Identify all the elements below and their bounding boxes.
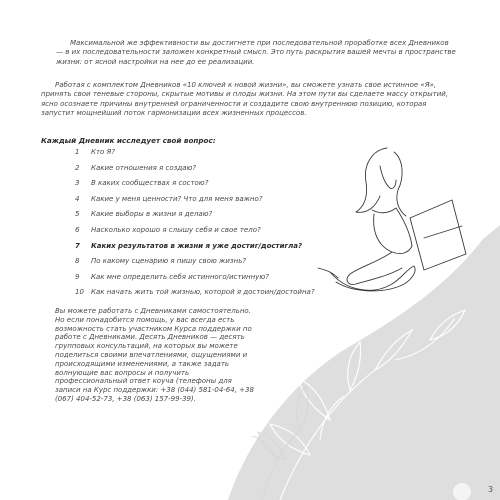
question-number: 8 bbox=[75, 257, 80, 266]
legs-line bbox=[347, 252, 402, 284]
question-text: Насколько хорошо я слышу себя и свое тело? bbox=[91, 225, 261, 234]
question-number: 5 bbox=[75, 210, 80, 219]
question-number: 2 bbox=[75, 163, 80, 172]
question-number: 6 bbox=[75, 225, 80, 234]
ground-swirl bbox=[330, 266, 415, 291]
page-number: 3 bbox=[488, 485, 494, 494]
question-text: Как мне определить себя истинного/истинную? bbox=[91, 272, 269, 281]
support-course-paragraph: Вы можете работать с Дневниками самостоятельно. Но если понадобится помощь, у вас всегда есть возможность стать участником Курса поддержки по работе с Дневниками. Десять Дневников — десять групповых консультаций, на которых вы можете поделиться своими впечатлениями, ощущениями и происходящими изменениями, а также задать волнующие вас вопросы и получить профессиональный ответ коуча (телефоны для записи на Курс поддержки: +38 (044) 581-04-64, +38 (067) 404-52-73, +38 (063) 157-99-39). bbox=[55, 307, 254, 403]
question-number: 10 bbox=[75, 288, 84, 297]
question-text: Кто Я? bbox=[91, 148, 116, 156]
question-number: 9 bbox=[75, 272, 80, 281]
question-number: 4 bbox=[75, 194, 80, 203]
question-text: Какие выборы в жизни я делаю? bbox=[91, 210, 213, 219]
question-text: По какому сценарию я пишу свою жизнь? bbox=[91, 257, 247, 266]
arm-line bbox=[374, 214, 412, 254]
book-spine bbox=[424, 226, 462, 238]
intro-paragraph: Максимальной же эффективности вы достигнете при последовательной проработке всех Дневников — в их последовательности заложен конкретный смысл. Это путь раскрытия вашей мечты в пространстве жизни: от ясной настройки на нее до ее реализации. bbox=[56, 39, 456, 66]
baseline-stroke bbox=[318, 268, 338, 278]
hair-outline bbox=[356, 148, 387, 212]
question-text: Какие отношения я создаю? bbox=[91, 163, 197, 172]
question-number: 1 bbox=[75, 148, 80, 156]
question-text: Каких результатов в жизни я уже достиг/достигла? bbox=[91, 241, 303, 250]
question-text: Какие у меня ценности? Что для меня важно? bbox=[91, 194, 263, 203]
question-text: Как начать жить той жизнью, которой я достоин/достойна? bbox=[91, 288, 315, 297]
face-outline bbox=[380, 166, 396, 189]
book-outline bbox=[410, 200, 466, 270]
complex-paragraph: Работая с комплектом Дневников «10 ключей к новой жизни», вы сможете узнать свое истинное «Я», принять свои теневые стороны, скрытые мотивы и плоды жизни. На этом пути вы сделаете массу открытий, ясно осознаете причины внутренней ограниченности и создадите свою внутреннюю позицию, которая запустит мощнейший поток гармонизации всех жизненных процессов. bbox=[41, 81, 449, 117]
question-number: 3 bbox=[75, 179, 80, 188]
question-number: 7 bbox=[75, 241, 80, 250]
questions-heading: Каждый Дневник исследует свой вопрос: bbox=[41, 136, 216, 145]
question-text: В каких сообществах я состою? bbox=[91, 179, 209, 188]
